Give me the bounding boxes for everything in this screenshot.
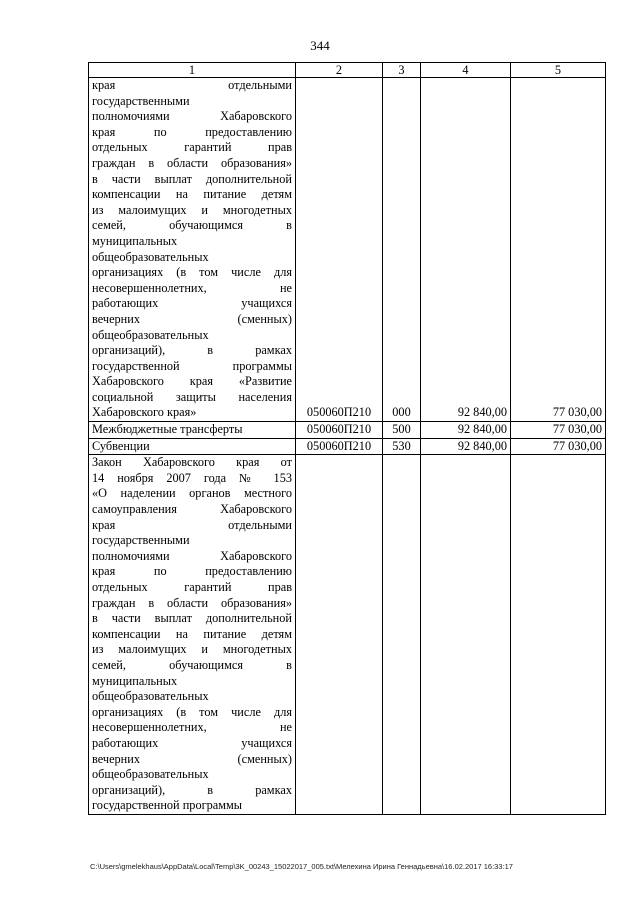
cell-code: 050060П210 [296, 78, 383, 422]
cell-sum-1 [421, 455, 511, 815]
cell-type: 530 [383, 438, 421, 455]
cell-name-line: семей, обучающимся в [92, 218, 292, 233]
cell-name-line: Закон Хабаровского края от [92, 455, 292, 470]
cell-name-line: из малоимущих и многодетных [92, 202, 292, 217]
cell-name-line: несовершеннолетних, не [92, 720, 292, 735]
cell-name-line: края отдельными [92, 517, 292, 532]
cell-name-line: 14 ноября 2007 года № 153 [92, 470, 292, 485]
cell-sum-2: 77 030,00 [511, 78, 606, 422]
cell-code: 050060П210 [296, 438, 383, 455]
header-col-3: 3 [383, 63, 421, 78]
cell-name-line: компенсации на питание детям [92, 626, 292, 641]
cell-code [296, 455, 383, 815]
cell-name-line: государственными [92, 533, 190, 548]
header-col-4: 4 [421, 63, 511, 78]
cell-type [383, 455, 421, 815]
cell-sum-1: 92 840,00 [421, 422, 511, 439]
cell-name-line: семей, обучающимся в [92, 657, 292, 672]
cell-sum-2: 77 030,00 [511, 438, 606, 455]
cell-name-line: полномочиями Хабаровского [92, 109, 292, 124]
cell-name-line: Хабаровского края» [92, 405, 197, 420]
cell-name [89, 422, 296, 439]
cell-name-line: компенсации на питание детям [92, 187, 292, 202]
cell-sum-2 [511, 455, 606, 815]
cell-name-line: работающих учащихся [92, 296, 292, 311]
budget-table [88, 62, 606, 815]
cell-name-line: края отдельными [92, 78, 292, 92]
cell-name-line: общеобразовательных [92, 249, 209, 264]
cell-name-line: организаций), в рамках [92, 343, 292, 358]
table-header-row [89, 63, 606, 78]
cell-name-line: отдельных гарантий прав [92, 580, 292, 594]
cell-name-line: Хабаровского края «Развитие [92, 374, 292, 389]
cell-name-line: из малоимущих и многодетных [92, 642, 292, 657]
header-col-5: 5 [511, 63, 606, 78]
cell-sum-1: 92 840,00 [421, 438, 511, 455]
cell-name-line: муниципальных [92, 673, 178, 688]
cell-name-line: в части выплат дополнительной [92, 611, 292, 626]
cell-name-line: общеобразовательных [92, 689, 209, 704]
cell-type: 000 [383, 78, 421, 422]
cell-name-line: граждан в области образования» [92, 595, 292, 610]
table-row [89, 78, 606, 422]
cell-name-line: организаций), в рамках [92, 782, 292, 797]
cell-name-line: полномочиями Хабаровского [92, 548, 292, 563]
cell-code: 050060П210 [296, 422, 383, 439]
table-row [89, 455, 606, 815]
cell-name-line: вечерних (сменных) [92, 751, 292, 766]
cell-name-line: общеобразовательных [92, 767, 209, 782]
cell-name-line: Межбюджетные трансферты [92, 422, 243, 437]
cell-name-line: «О наделении органов местного [92, 486, 292, 501]
cell-type: 500 [383, 422, 421, 439]
cell-name-line: общеобразовательных [92, 327, 209, 342]
cell-name-line: самоуправления Хабаровского [92, 502, 292, 517]
cell-sum-2: 77 030,00 [511, 422, 606, 439]
cell-name-line: государственной программы [92, 358, 292, 373]
cell-name-line: социальной защиты населения [92, 389, 292, 404]
cell-name-line: граждан в области образования» [92, 155, 292, 170]
cell-name-line: Субвенции [92, 438, 150, 453]
cell-name-line: края по предоставлению [92, 564, 292, 579]
table-row [89, 438, 606, 455]
cell-name-line: работающих учащихся [92, 735, 292, 750]
cell-name-line: организациях (в том числе для [92, 704, 292, 719]
table-row [89, 422, 606, 439]
cell-name-line: отдельных гарантий прав [92, 140, 292, 155]
header-col-2: 2 [296, 63, 383, 78]
cell-name-line: вечерних (сменных) [92, 311, 292, 326]
document-path-footer: C:\Users\gmelekhaus\AppData\Local\Temp\3K_00243_15022017_005.txt\Мелехина Ирина Геннадьевна\16.02.2017 16:33:17 [90, 862, 513, 871]
cell-name [89, 78, 296, 422]
cell-name-line: края по предоставлению [92, 124, 292, 139]
header-col-1: 1 [89, 63, 296, 78]
page-number: 344 [310, 38, 330, 53]
cell-name-line: несовершеннолетних, не [92, 280, 292, 295]
cell-name-line: муниципальных [92, 233, 178, 248]
cell-name [89, 438, 296, 455]
cell-name-line: в части выплат дополнительной [92, 171, 292, 186]
cell-name-line: организациях (в том числе для [92, 265, 292, 280]
cell-name-line: государственной программы [92, 798, 243, 813]
cell-name [89, 455, 296, 815]
cell-name-line: государственными [92, 93, 190, 108]
cell-sum-1: 92 840,00 [421, 78, 511, 422]
